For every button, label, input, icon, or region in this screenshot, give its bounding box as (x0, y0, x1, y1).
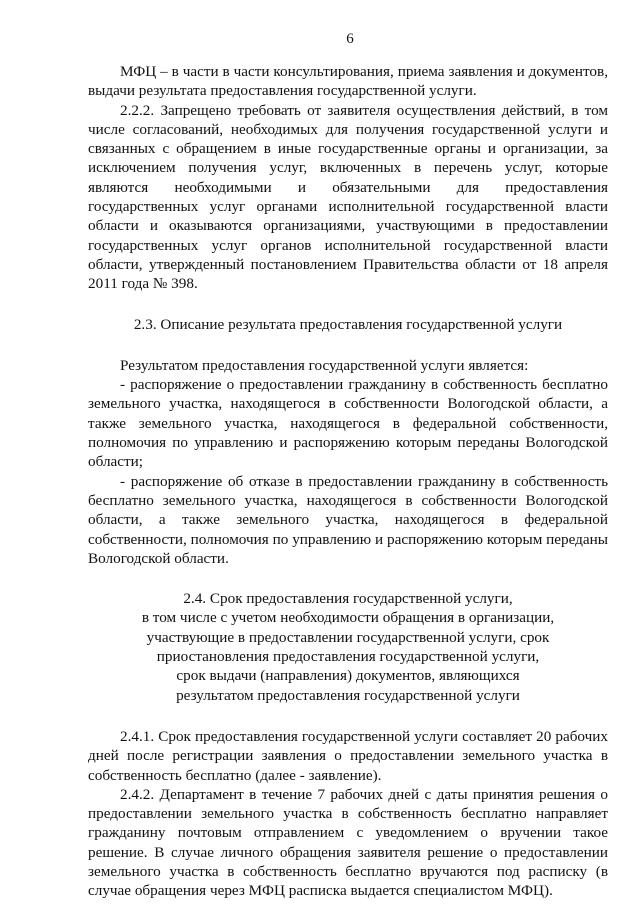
section-2-3-heading: 2.3. Описание результата предоставления государственной услуги (133, 315, 563, 333)
section-2-4-heading-line: участвующие в предоставлении государственной услуги, срок (146, 628, 550, 646)
spacer (88, 705, 608, 727)
section-2-4-heading (88, 589, 608, 705)
page-number: 6 (346, 31, 354, 47)
paragraph-2-2-2: 2.2.2. Запрещено требовать от заявителя осуществления действий, в том числе согласований, необходимых для получения государственной услуги и связанных с обращением в иные государственные органы и организации, за исключением получения услуг, включенных в перечень услуг, которые являются необходимыми и обязательными для предоставления государственных услуг органами исполнительной государственной власти области и оказываются организациями, участвующими в предоставлении государственных услуг органов исполнительной государственной власти области, утвержденный постановлением Правительства области от 18 апреля 2011 года № 398. (88, 101, 608, 293)
document-page (88, 30, 608, 901)
spacer (88, 568, 608, 589)
paragraph-2-4-1: 2.4.1. Срок предоставления государственной услуги составляет 20 рабочих дней после регистрации заявления о предоставлении земельного участка в собственность бесплатно (далее - заявление). (88, 727, 608, 784)
section-2-3-item-1: - распоряжение о предоставлении гражданину в собственность бесплатно земельного участка, находящегося в собственности Вологодской области, а также земельного участка, находящегося в федеральной собственности, полномочия по управлению и распоряжению которым переданы Вологодской области; (88, 376, 608, 471)
paragraph-2-4-2: 2.4.2. Департамент в течение 7 рабочих дней с даты принятия решения о предоставлении земельного участка в собственность бесплатно направляет гражданину почтовым отправлением с уведомлением о вручении такое решение. В случае личного обращения заявителя решение о предоставлении земельного участка в собственность бесплатно вручаются под расписку (в случае обращения через МФЦ расписка выдается специалистом МФЦ). (88, 785, 608, 900)
spacer (88, 334, 608, 356)
section-2-3-item-2: - распоряжение об отказе в предоставлении гражданину в собственность бесплатно земельного участка, находящегося в собственности Вологодской области, а также земельного участка, находящегося в федеральной собственности, полномочия по управлению и распоряжению которым переданы Вологодской области. (88, 472, 608, 567)
section-2-3-intro: Результатом предоставления государственной услуги является: (120, 356, 529, 374)
section-2-4-heading-line: 2.4. Срок предоставления государственной услуги, (183, 590, 513, 608)
spacer (88, 294, 608, 315)
section-2-4-heading-line: приостановления предоставления государственной услуги, (156, 648, 540, 666)
section-2-4-heading-line: в том числе с учетом необходимости обращения в организации, (141, 609, 555, 627)
paragraph-mfc: МФЦ – в части в части консультирования, приема заявления и документов, выдачи результата предоставления государственной услуги. (88, 63, 608, 100)
section-2-4-heading-line: срок выдачи (направления) документов, являющихся (176, 667, 520, 685)
section-2-4-heading-line: результатом предоставления государственной услуги (176, 686, 520, 704)
